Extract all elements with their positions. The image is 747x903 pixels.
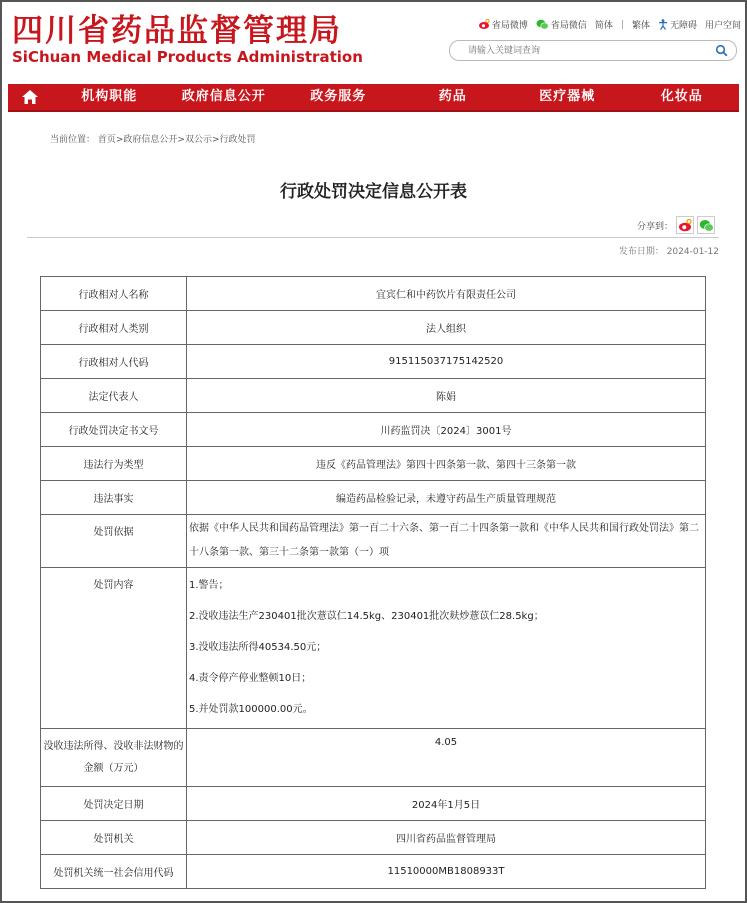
penalty-item: 1.警告； xyxy=(189,580,229,591)
main-nav xyxy=(8,84,739,112)
penalty-info-table xyxy=(40,276,706,889)
row-value: 依据《中华人民共和国药品管理法》第一百二十六条、第一百二十四条第一款和《中华人民共和国行政处罚法》第二十八条第一款、第三十二条第一款第（一）项 xyxy=(187,515,706,568)
share-bar xyxy=(637,216,715,234)
row-key: 处罚机关 xyxy=(41,821,187,855)
top-links xyxy=(478,18,741,31)
row-key: 没收违法所得、没收非法财物的金额（万元） xyxy=(41,729,187,787)
site-logo-cn[interactable]: 四川省药品监督管理局 xyxy=(12,13,342,49)
accessibility-icon xyxy=(658,19,668,30)
nav-home[interactable] xyxy=(8,83,52,111)
row-key: 行政相对人名称 xyxy=(41,277,187,311)
table-row xyxy=(41,855,706,889)
nav-item-devices[interactable]: 医疗器械 xyxy=(539,89,596,104)
row-key: 违法事实 xyxy=(41,481,187,515)
publish-date: 发布日期： 2024-01-12 xyxy=(618,247,719,257)
row-value: 法人组织 xyxy=(187,311,706,345)
table-row xyxy=(41,277,706,311)
simplified-link[interactable] xyxy=(595,18,613,31)
row-value: 2024年1月5日 xyxy=(187,787,706,821)
row-key: 处罚依据 xyxy=(41,515,187,568)
user-space-label: 用户空间 xyxy=(704,21,741,31)
row-key: 行政相对人代码 xyxy=(41,345,187,379)
wechat-icon xyxy=(699,219,714,232)
nav-item-services[interactable]: 政务服务 xyxy=(310,89,367,104)
accessibility-label: 无障碍 xyxy=(669,21,697,31)
weibo-icon xyxy=(678,219,692,232)
table-row xyxy=(41,515,706,568)
share-label: 分享到： xyxy=(636,221,673,232)
table-row xyxy=(41,345,706,379)
row-value: 四川省药品监督管理局 xyxy=(187,821,706,855)
table-row xyxy=(41,821,706,855)
table-row xyxy=(41,413,706,447)
row-value: 编造药品检验记录，未遵守药品生产质量管理规范 xyxy=(187,481,706,515)
nav-item-drugs[interactable]: 药品 xyxy=(438,89,467,104)
share-weibo-button[interactable] xyxy=(676,216,694,234)
table-row xyxy=(41,379,706,413)
lang-separator: | xyxy=(620,19,624,30)
simplified-label: 简体 xyxy=(594,21,613,31)
table-row xyxy=(41,568,706,729)
row-value xyxy=(187,568,706,729)
wechat-label: 省局微信 xyxy=(550,21,587,31)
penalty-item: 2.没收违法生产230401批次薏苡仁14.5kg、230401批次麸炒薏苡仁28.5kg； xyxy=(189,611,544,622)
row-key: 违法行为类型 xyxy=(41,447,187,481)
row-value: 4.05 xyxy=(187,729,706,787)
penalty-item: 3.没收违法所得40534.50元； xyxy=(189,642,327,653)
table-row xyxy=(41,481,706,515)
share-wechat-button[interactable] xyxy=(697,216,715,234)
row-key: 行政处罚决定书文号 xyxy=(41,413,187,447)
wechat-link[interactable] xyxy=(536,18,587,31)
row-value: 915115037175142520 xyxy=(187,345,706,379)
search-icon[interactable] xyxy=(715,44,728,57)
weibo-link[interactable] xyxy=(478,18,528,31)
site-header xyxy=(8,12,743,82)
traditional-link[interactable] xyxy=(632,18,650,31)
nav-item-institution[interactable]: 机构职能 xyxy=(81,89,138,104)
nav-item-gov-info[interactable]: 政府信息公开 xyxy=(181,89,266,104)
breadcrumb[interactable]: 当前位置： 首页>政府信息公开>双公示>行政处罚 xyxy=(50,135,256,145)
table-row xyxy=(41,729,706,787)
weibo-icon xyxy=(478,19,490,30)
traditional-label: 繁体 xyxy=(631,21,650,31)
table-row xyxy=(41,787,706,821)
table-row xyxy=(41,447,706,481)
title-divider xyxy=(27,237,719,238)
nav-item-cosmetics[interactable]: 化妆品 xyxy=(660,89,703,104)
row-key: 处罚决定日期 xyxy=(41,787,187,821)
row-value: 违反《药品管理法》第四十四条第一款、第四十三条第一款 xyxy=(187,447,706,481)
row-value: 宜宾仁和中药饮片有限责任公司 xyxy=(187,277,706,311)
row-value: 陈娟 xyxy=(187,379,706,413)
accessibility-link[interactable] xyxy=(658,18,697,31)
row-key: 行政相对人类别 xyxy=(41,311,187,345)
search-input[interactable] xyxy=(468,44,708,58)
row-value: 11510000MB1808933T xyxy=(187,855,706,889)
wechat-icon xyxy=(536,19,549,30)
row-key: 法定代表人 xyxy=(41,379,187,413)
site-logo-en: SiChuan Medical Products Administration xyxy=(12,48,363,66)
row-key: 处罚机关统一社会信用代码 xyxy=(41,855,187,889)
penalty-item: 5.并处罚款100000.00元。 xyxy=(189,704,313,715)
row-key: 处罚内容 xyxy=(41,568,187,729)
page-title: 行政处罚决定信息公开表 xyxy=(280,182,467,202)
search-box xyxy=(449,40,737,61)
table-row xyxy=(41,311,706,345)
weibo-label: 省局微博 xyxy=(491,21,528,31)
user-space-link[interactable] xyxy=(705,18,741,31)
home-icon xyxy=(21,89,39,105)
row-value: 川药监罚决〔2024〕3001号 xyxy=(187,413,706,447)
penalty-item: 4.责令停产停业整顿10日； xyxy=(189,673,312,684)
